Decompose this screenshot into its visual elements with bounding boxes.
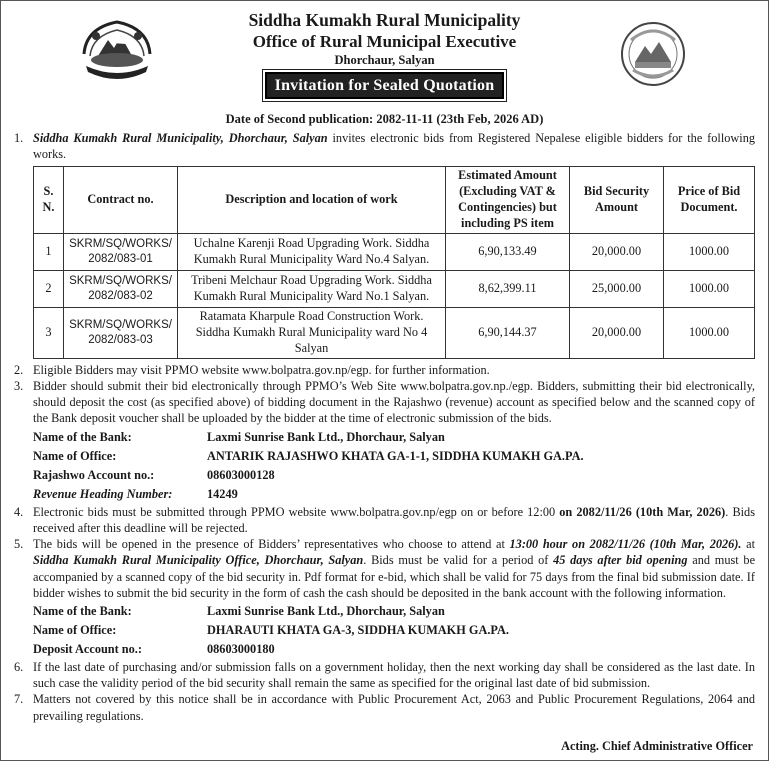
bank-detail-value: Laxmi Sunrise Bank Ltd., Dhorchaur, Salyan bbox=[207, 604, 445, 619]
bank-detail-label: Name of the Bank: bbox=[33, 429, 132, 444]
clause-4 bbox=[14, 504, 755, 536]
opening-time: 13:00 hour on 2082/11/26 (10th Mar, 2026). bbox=[509, 537, 742, 552]
cell-doc-price: 1000.00 bbox=[664, 307, 755, 358]
clause-4-text: Electronic bids must be submitted through PPMO website www.bolpatra.gov.np/egp on or before 12:00 bbox=[33, 504, 560, 519]
bid-validity: 45 days after bid opening bbox=[553, 553, 688, 568]
cell-sn: 1 bbox=[34, 233, 64, 270]
office-name: Office of Rural Municipal Executive bbox=[252, 32, 517, 51]
bank-detail-label: Deposit Account no.: bbox=[33, 642, 142, 657]
col-header-bid-security: Bid Security Amount bbox=[570, 166, 664, 233]
clause-number: 6. bbox=[14, 660, 24, 675]
bank-detail-value: 08603000180 bbox=[207, 642, 275, 657]
cell-bid-security: 25,000.00 bbox=[570, 270, 664, 307]
col-header-sn: S. N. bbox=[34, 166, 64, 233]
bank-detail-label: Revenue Heading Number: bbox=[33, 486, 173, 501]
clause-4-text-end: . Bids received after this deadline will be rejected. bbox=[33, 504, 755, 535]
bank-detail-label: Name of the Bank: bbox=[33, 604, 132, 619]
municipality-seal-icon bbox=[619, 20, 687, 88]
cell-doc-price: 1000.00 bbox=[664, 270, 755, 307]
clause-1 bbox=[14, 130, 755, 162]
bank-detail-row bbox=[33, 466, 755, 485]
bank-detail-value: 14249 bbox=[207, 486, 238, 501]
bank-detail-row bbox=[33, 640, 755, 659]
clause-3-text: Bidder should submit their bid electronically through PPMO’s Web Site www.bolpatra.gov.np./egp. Bidders, submitting their bid electronically, should deposit the cost (as specified above) of bidding document in the Rajashwo (revenue) account as specified below and the scanned copy of the Bank deposit voucher shall be uploaded by the bidder at the time of electronic submission of the bids. bbox=[33, 379, 755, 426]
cell-contract: SKRM/SQ/WORKS/ 2082/083-02 bbox=[64, 270, 178, 307]
clause-number: 1. bbox=[14, 130, 24, 145]
cell-contract: SKRM/SQ/WORKS/ 2082/083-03 bbox=[64, 307, 178, 358]
bank-detail-label: Name of Office: bbox=[33, 448, 117, 463]
cell-contract: SKRM/SQ/WORKS/ 2082/083-01 bbox=[64, 233, 178, 270]
publication-date: Date of Second publication: 2082-11-11 (23th Feb, 2026 AD) bbox=[225, 112, 544, 126]
bank-detail-label: Name of Office: bbox=[33, 623, 117, 638]
revenue-bank-details bbox=[14, 428, 755, 504]
bank-detail-row bbox=[33, 447, 755, 466]
clause-5-text: The bids will be opened in the presence of Bidders’ representatives who choose to attend at bbox=[33, 537, 510, 552]
notice-header bbox=[14, 10, 755, 113]
opening-venue: Siddha Kumakh Rural Municipality Office, Dhorchaur, Salyan bbox=[33, 553, 364, 568]
clause-6 bbox=[14, 659, 755, 691]
cell-estimate: 8,62,399.11 bbox=[446, 270, 570, 307]
clause-5-text: . Bids must be valid for a period of bbox=[363, 553, 554, 568]
bank-detail-row bbox=[33, 485, 755, 504]
clause-2 bbox=[14, 362, 755, 378]
municipality-name: Siddha Kumakh Rural Municipality bbox=[248, 10, 521, 30]
bank-detail-value: ANTARIK RAJASHWO KHATA GA-1-1, SIDDHA KUMAKH GA.PA. bbox=[207, 448, 584, 463]
bank-detail-label: Rajashwo Account no.: bbox=[33, 467, 155, 482]
clause-7-text: Matters not covered by this notice shall be in accordance with Public Procurement Act, 2063 and Public Procurement Regulations, 2064 and prevailing regulations. bbox=[33, 692, 755, 723]
signature-block: Acting. Chief Administrative Officer bbox=[561, 738, 753, 753]
table-header-row bbox=[34, 166, 755, 233]
table-row bbox=[34, 233, 755, 270]
clause-5-text: at bbox=[741, 537, 756, 552]
bank-detail-row bbox=[33, 428, 755, 447]
nepal-emblem-icon bbox=[76, 16, 158, 80]
clause-number: 4. bbox=[14, 504, 24, 519]
table-row bbox=[34, 270, 755, 307]
clause-2-text: Eligible Bidders may visit PPMO website www.bolpatra.gov.np/egp. for further information. bbox=[33, 362, 490, 377]
bank-detail-row bbox=[33, 621, 755, 640]
cell-estimate: 6,90,133.49 bbox=[446, 233, 570, 270]
table-row bbox=[34, 307, 755, 358]
clause-number: 3. bbox=[14, 379, 24, 394]
clause-5-text: and must be accompanied by a scanned copy of the bid security in. Pdf format for e-bid, which shall be valid for 75 days from the final bid submission date. If bidder wishes to submit the bid security in the form of cash the cash should be deposited in the bank account with the following information. bbox=[33, 553, 756, 600]
cell-description: Ratamata Kharpule Road Construction Work. Siddha Kumakh Rural Municipality ward No 4 Salyan bbox=[178, 307, 446, 358]
clause-number: 2. bbox=[14, 362, 24, 377]
cell-estimate: 6,90,144.37 bbox=[446, 307, 570, 358]
submission-deadline: on 2082/11/26 (10th Mar, 2026) bbox=[559, 504, 726, 519]
office-location: Dhorchaur, Salyan bbox=[334, 53, 435, 67]
col-header-contract: Contract no. bbox=[64, 166, 178, 233]
clause-6-text: If the last date of purchasing and/or submission falls on a government holiday, then the next working day shall be considered as the last date. In such case the validity period of the bid security shall remain the same as specified for the original last date of bid submission. bbox=[33, 660, 755, 691]
cell-sn: 3 bbox=[34, 307, 64, 358]
bank-detail-value: DHARAUTI KHATA GA-3, SIDDHA KUMAKH GA.PA. bbox=[207, 623, 509, 638]
works-table bbox=[33, 166, 755, 359]
cell-bid-security: 20,000.00 bbox=[570, 307, 664, 358]
clause-number: 7. bbox=[14, 692, 24, 707]
clause-5 bbox=[14, 536, 755, 601]
clause-3 bbox=[14, 378, 755, 427]
col-header-doc-price: Price of Bid Document. bbox=[664, 166, 755, 233]
bank-detail-value: 08603000128 bbox=[207, 467, 275, 482]
col-header-description: Description and location of work bbox=[178, 166, 446, 233]
clause-1-text: invites electronic bids from Registered Nepalese eligible bidders for the following works. bbox=[33, 130, 755, 161]
deposit-bank-details bbox=[14, 602, 755, 659]
bank-detail-row bbox=[33, 602, 755, 621]
cell-bid-security: 20,000.00 bbox=[570, 233, 664, 270]
cell-sn: 2 bbox=[34, 270, 64, 307]
clause-7 bbox=[14, 691, 755, 723]
notice-title: Invitation for Sealed Quotation bbox=[265, 72, 505, 99]
cell-description: Uchalne Karenji Road Upgrading Work. Siddha Kumakh Rural Municipality Ward No.4 Salyan. bbox=[178, 233, 446, 270]
bank-detail-value: Laxmi Sunrise Bank Ltd., Dhorchaur, Salyan bbox=[207, 429, 445, 444]
col-header-estimate: Estimated Amount (Excluding VAT & Contingencies) but including PS item bbox=[446, 166, 570, 233]
clause-number: 5. bbox=[14, 537, 24, 552]
cell-doc-price: 1000.00 bbox=[664, 233, 755, 270]
cell-description: Tribeni Melchaur Road Upgrading Work. Siddha Kumakh Rural Municipality Ward No.1 Salyan. bbox=[178, 270, 446, 307]
clause-1-lead: Siddha Kumakh Rural Municipality, Dhorchaur, Salyan bbox=[33, 130, 328, 145]
